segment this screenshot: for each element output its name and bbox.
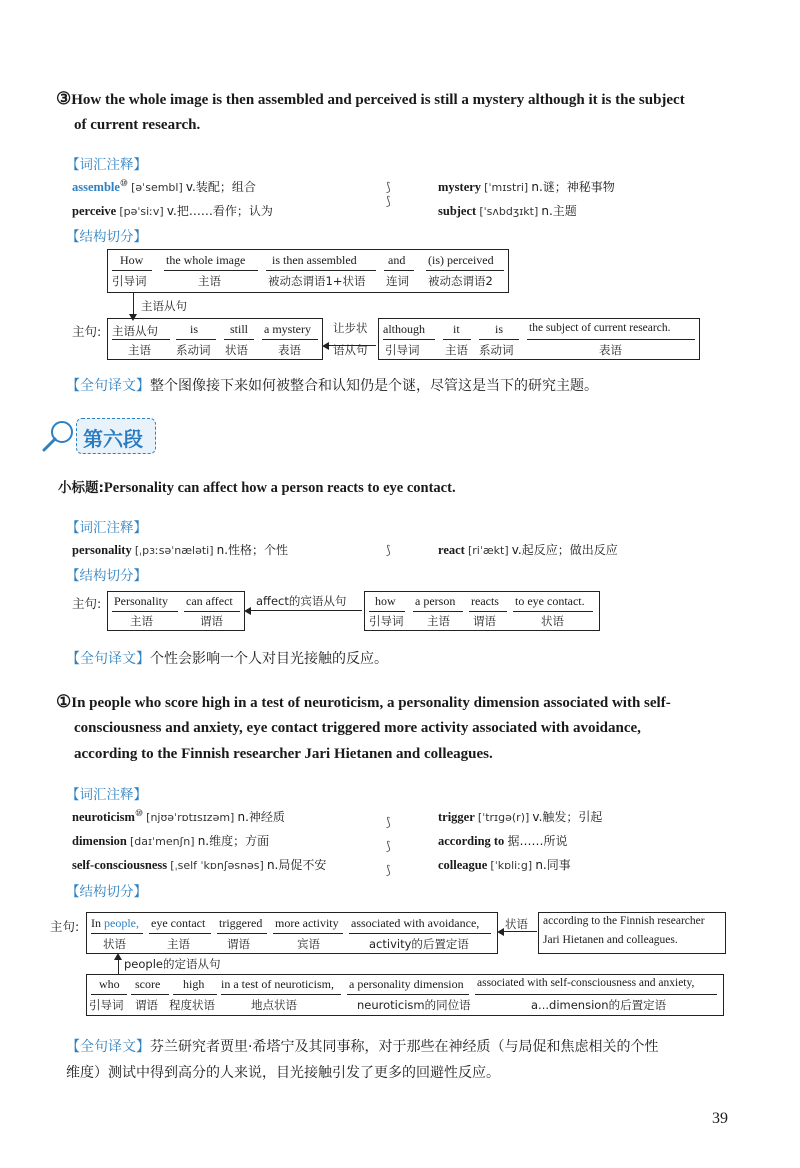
rel-role: a...dimension的后置定语 — [531, 998, 667, 1012]
sentence-number: ③ — [56, 89, 72, 108]
obj-role: 主语 — [427, 614, 450, 628]
obj-word: a person — [415, 594, 456, 608]
vocab-entry-neuroticism: neuroticism⑩ [njʊəˈrɒtɪsɪzəm] n.神经质 — [72, 808, 285, 825]
rel-role: 引导词 — [89, 998, 124, 1012]
clause-role: 连词 — [386, 274, 409, 288]
obj-role: 谓语 — [473, 614, 496, 628]
vocab-tag-p6: 【词汇注释】 — [66, 520, 147, 536]
rel-role: neuroticism的同位语 — [357, 998, 471, 1012]
adv-word: although — [383, 322, 425, 336]
sentence-text-line1: How the whole image is then assembled and perceived is still a mystery although it is the subject — [71, 92, 685, 108]
adverbial-box-s1 — [538, 912, 726, 954]
side-note: 状语 — [505, 917, 528, 931]
adverbial-clause-box — [378, 318, 700, 360]
main-word: still — [230, 322, 249, 336]
main-word: eye contact — [151, 916, 206, 930]
main-word: triggered — [219, 916, 263, 930]
clause-role: 主语 — [198, 274, 221, 288]
main-role: 状语 — [103, 937, 126, 951]
rel-word: a personality dimension — [349, 977, 464, 991]
rel-word: high — [183, 977, 205, 991]
vocab-entry-assemble: assemble⑩ [əˈsembl] v.装配；组合 — [72, 178, 256, 195]
search-magnifier-icon — [38, 418, 78, 458]
translation-s1: 【全句译文】芬兰研究者贾里·希塔宁及其同事称，对于那些在神经质（与局促和焦虑相关的个性 — [66, 1039, 659, 1055]
clause-role: 引导词 — [112, 274, 147, 288]
sentence-3 — [56, 86, 746, 113]
vocab-entry-mystery: mystery [ˈmɪstri] n.谜；神秘事物 — [438, 180, 615, 194]
main-role: 主语 — [167, 937, 190, 951]
rel-word: score — [135, 977, 161, 991]
adv-word: it — [453, 322, 460, 336]
adv-word: is — [495, 322, 504, 336]
rel-word: in a test of neuroticism, — [221, 977, 334, 991]
vocab-tag: 【词汇注释】 — [66, 157, 147, 173]
divider-icon: ⟆ ⟆ — [386, 180, 391, 208]
translation-p6: 【全句译文】个性会影响一个人对目光接触的反应。 — [66, 651, 388, 667]
adv-note-2: 语从句 — [333, 343, 368, 357]
rel-note: people的定语从句 — [124, 957, 221, 971]
main-clause-box-p6 — [107, 591, 245, 631]
subtitle: 小标题:Personality can affect how a person reacts to eye contact. — [58, 480, 456, 496]
rel-word: who — [99, 977, 120, 991]
sentence-1 — [56, 689, 756, 716]
adv-role: 主语 — [445, 343, 468, 357]
adverbial-line: Jari Hietanen and colleagues. — [543, 934, 678, 946]
main-role: 谓语 — [227, 937, 250, 951]
left-arrow-icon — [322, 342, 329, 350]
main-word: 主语从句 — [112, 324, 158, 338]
clause-role: 被动态谓语2 — [428, 274, 493, 288]
main-label: 主句: — [72, 324, 102, 339]
obj-word: reacts — [471, 594, 499, 608]
main-word: Personality — [114, 594, 168, 608]
main-role: 系动词 — [176, 343, 211, 357]
main-word: In people, — [91, 916, 139, 930]
translation-3: 【全句译文】整个图像接下来如何被整合和认知仍是个谜，尽管这是当下的研究主题。 — [66, 378, 598, 394]
vocab-entry-dimension: dimension [daɪˈmenʃn] n.维度；方面 — [72, 834, 270, 848]
object-clause-box-p6 — [364, 591, 600, 631]
main-role: 主语 — [128, 343, 151, 357]
vocab-entry-trigger: trigger [ˈtrɪgə(r)] v.触发；引起 — [438, 810, 603, 824]
sentence-number: ① — [56, 692, 72, 711]
main-label-s1: 主句: — [50, 919, 80, 934]
adverbial-line: according to the Finnish researcher — [543, 915, 705, 927]
sentence-3-line2: of current research. — [74, 117, 201, 133]
obj-word: to eye contact. — [515, 594, 585, 608]
divider-icon: ⟆ — [386, 543, 391, 557]
relative-clause-box-s1 — [86, 974, 724, 1016]
struct-tag: 【结构切分】 — [66, 229, 147, 245]
struct-tag-p6: 【结构切分】 — [66, 568, 147, 584]
vocab-entry-colleague: colleague [ˈkɒliːg] n.同事 — [438, 858, 571, 872]
sentence-1-line2: consciousness and anxiety, eye contact triggered more activity associated with avoidance, — [74, 720, 641, 736]
subject-clause-box — [107, 249, 509, 293]
obj-role: 状语 — [541, 614, 564, 628]
adv-role: 表语 — [599, 343, 622, 357]
main-role: 主语 — [130, 614, 153, 628]
main-label-p6: 主句: — [72, 596, 102, 611]
adv-word: the subject of current research. — [529, 322, 671, 334]
main-word: associated with avoidance, — [351, 916, 480, 930]
translation-s1-line2: 维度）测试中得到高分的人来说，目光接触引发了更多的回避性反应。 — [66, 1065, 500, 1081]
left-arrow-icon — [244, 607, 251, 615]
clause-word: and — [388, 253, 406, 267]
obj-note: affect的宾语从句 — [256, 594, 347, 608]
vocab-entry-perceive: perceive [pəˈsiːv] v.把……看作；认为 — [72, 204, 273, 218]
main-role: 表语 — [278, 343, 301, 357]
main-clause-box-s1 — [86, 912, 498, 954]
page-number: 39 — [712, 1110, 728, 1127]
clause-word: the whole image — [166, 253, 246, 267]
main-word: more activity — [275, 916, 339, 930]
main-role: 谓语 — [200, 614, 223, 628]
rel-role: 程度状语 — [169, 998, 215, 1012]
main-role: 状语 — [225, 343, 248, 357]
adv-role: 系动词 — [479, 343, 514, 357]
main-role: activity的后置定语 — [369, 937, 469, 951]
rel-role: 谓语 — [135, 998, 158, 1012]
clause-role: 被动态谓语1+状语 — [268, 274, 366, 288]
obj-word: how — [375, 594, 396, 608]
adv-note: 让步状 — [333, 321, 368, 335]
obj-role: 引导词 — [369, 614, 404, 628]
frequency-mark-icon: ⑩ — [119, 178, 128, 188]
section-title: 第六段 — [83, 427, 143, 451]
main-word: is — [190, 322, 199, 336]
main-clause-box — [107, 318, 323, 360]
vocab-entry-react: react [riˈækt] v.起反应；做出反应 — [438, 543, 618, 557]
frequency-mark-icon: ⑩ — [134, 808, 144, 818]
sentence-text-line1: In people who score high in a test of neuroticism, a personality dimension associated with self- — [71, 695, 671, 711]
clause-word: How — [120, 253, 144, 267]
adv-role: 引导词 — [385, 343, 420, 357]
vocab-tag-s1: 【词汇注释】 — [66, 787, 147, 803]
main-word: can affect — [186, 594, 233, 608]
main-word: a mystery — [264, 322, 311, 336]
divider-icon: ⟆ ⟆ ⟆ — [386, 815, 391, 877]
rel-word: associated with self-consciousness and anxiety, — [477, 977, 695, 989]
sentence-1-line3: according to the Finnish researcher Jari Hietanen and colleagues. — [74, 746, 493, 762]
vocab-entry-subject: subject [ˈsʌbdʒɪkt] n.主题 — [438, 204, 577, 218]
left-arrow-icon — [497, 928, 504, 936]
struct-tag-s1: 【结构切分】 — [66, 884, 147, 900]
clause-word: is then assembled — [272, 253, 357, 267]
rel-role: 地点状语 — [251, 998, 297, 1012]
clause-note: 主语从句 — [141, 299, 187, 313]
clause-word: (is) perceived — [428, 253, 494, 267]
vocab-entry-self-consciousness: self-consciousness [ˌself ˈkɒnʃəsnəs] n.局促不安 — [72, 858, 327, 872]
vocab-entry-according-to: according to 据……所说 — [438, 834, 568, 848]
vocab-entry-personality: personality [ˌpɜːsəˈnæləti] n.性格；个性 — [72, 543, 289, 557]
section-title-box — [76, 418, 156, 454]
main-role: 宾语 — [297, 937, 320, 951]
